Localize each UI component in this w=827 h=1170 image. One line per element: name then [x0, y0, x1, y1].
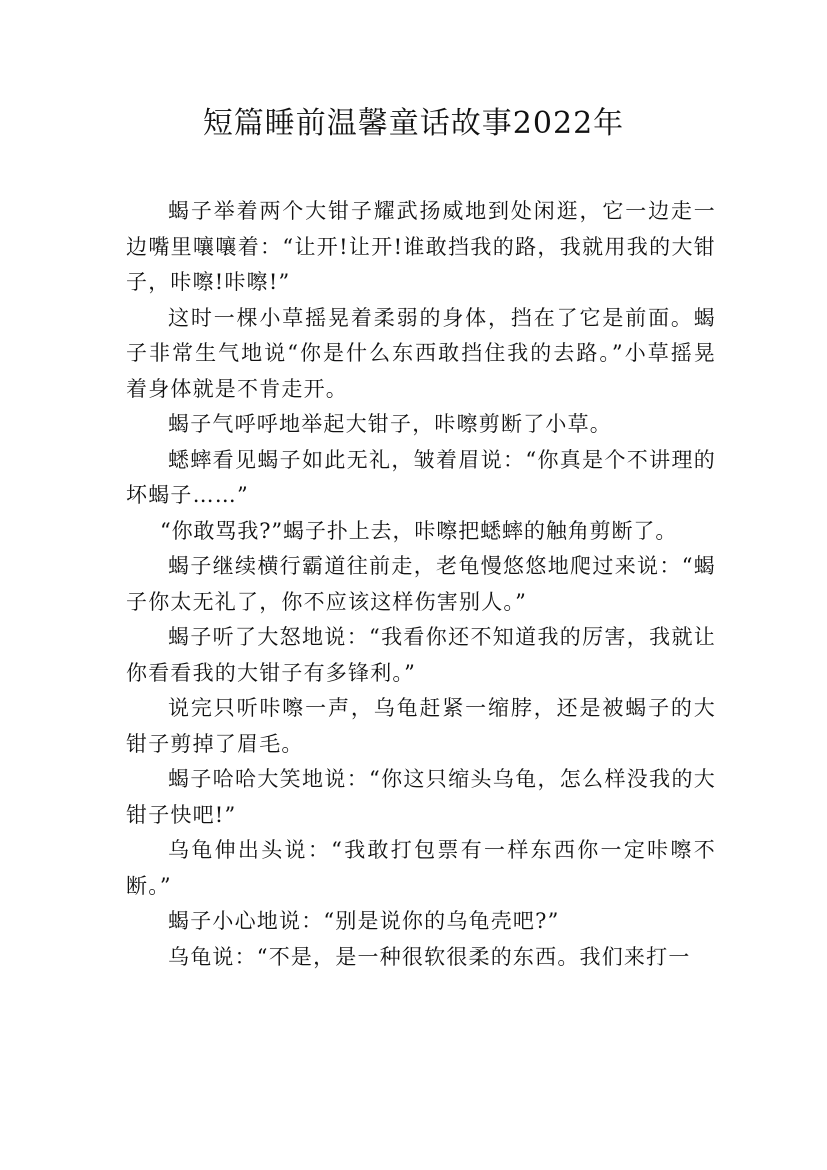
- paragraph: 说完只听咔嚓一声，乌龟赶紧一缩脖，还是被蝎子的大钳子剪掉了眉毛。: [126, 696, 716, 756]
- document-title: 短篇睡前温馨童话故事2022年: [202, 106, 625, 141]
- story-body: [126, 194, 716, 975]
- paragraph: 蝎子举着两个大钳子耀武扬威地到处闲逛，它一边走一边嘴里嚷嚷着：“让开!让开!谁敢挡我的路，我就用我的大钳子，咔嚓!咔嚓!”: [126, 199, 716, 294]
- paragraph: 这时一棵小草摇晃着柔弱的身体，挡在了它是前面。蝎子非常生气地说“你是什么东西敢挡住我的去路。”小草摇晃着身体就是不肯走开。: [126, 305, 716, 401]
- paragraph: 蝎子听了大怒地说：“我看你还不知道我的厉害，我就让你看看我的大钳子有多锋利。”: [126, 625, 716, 685]
- paragraph: “你敢骂我?”蝎子扑上去，咔嚓把蟋蟀的触角剪断了。: [160, 518, 678, 543]
- paragraph: 乌龟说：“不是，是一种很软很柔的东西。我们来打一: [168, 944, 691, 969]
- paragraph: 蝎子哈哈大笑地说：“你这只缩头乌龟，怎么样没我的大钳子快吧!”: [126, 767, 716, 827]
- paragraph: 乌龟伸出头说：“我敢打包票有一样东西你一定咔嚓不断。”: [126, 838, 716, 898]
- paragraph: 蝎子气呼呼地举起大钳子，咔嚓剪断了小草。: [168, 412, 612, 436]
- paragraph: 蝎子继续横行霸道往前走，老龟慢悠悠地爬过来说：“蝎子你太无礼了，你不应该这样伤害别人。”: [126, 554, 716, 614]
- paragraph: 蝎子小心地说：“别是说你的乌龟壳吧?”: [168, 909, 560, 933]
- paragraph: 蟋蟀看见蝎子如此无礼，皱着眉说：“你真是个不讲理的坏蝎子……”: [126, 447, 716, 507]
